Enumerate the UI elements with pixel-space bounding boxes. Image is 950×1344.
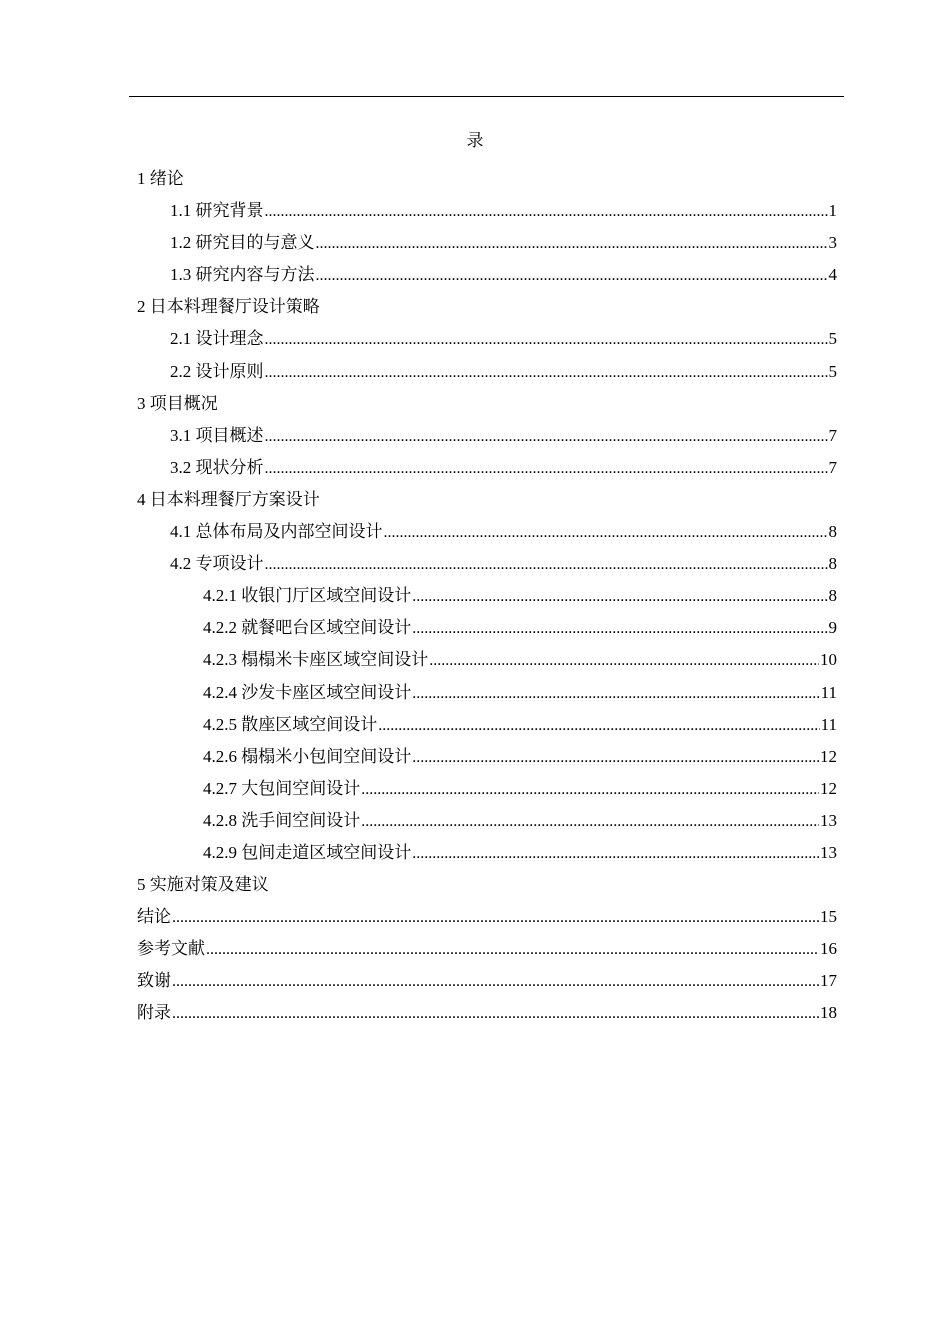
toc-entry[interactable]: [137, 455, 837, 487]
toc-entry-text: 2 日本料理餐厅设计策略: [137, 297, 320, 317]
toc-page-number: 5: [828, 329, 837, 349]
toc-dot-leader: [378, 714, 819, 738]
toc-page-number: 8: [828, 586, 837, 606]
toc-entry[interactable]: [137, 744, 837, 776]
toc-entry[interactable]: [137, 262, 837, 294]
header-rule: [129, 96, 844, 97]
toc-dot-leader: [412, 585, 827, 609]
toc-entry-text: 结论: [137, 907, 171, 927]
toc-entry-text: 4.2.8 洗手间空间设计: [203, 810, 361, 830]
toc-entry[interactable]: [137, 968, 837, 1000]
toc-entry-text: 4.2.9 包间走道区域空间设计: [203, 842, 412, 862]
toc-page-number: 7: [828, 425, 837, 445]
toc-entry[interactable]: [137, 230, 837, 262]
toc-dot-leader: [429, 649, 819, 673]
toc-dot-leader: [265, 361, 828, 385]
toc-entry-text: 4.2.4 沙发卡座区域空间设计: [203, 682, 412, 702]
toc-entry-text: 1 绪论: [137, 169, 184, 188]
toc-entry-text: 1.3 研究内容与方法: [170, 265, 315, 285]
toc-page-number: 5: [828, 361, 837, 381]
toc-entry-text: 致谢: [137, 971, 171, 991]
toc-page-number: 7: [828, 457, 837, 477]
toc-dot-leader: [316, 264, 828, 288]
toc-entry[interactable]: [137, 712, 837, 744]
toc-entry-text: 4.2.7 大包间空间设计: [203, 778, 361, 798]
toc-entry[interactable]: [137, 776, 837, 808]
toc-list: [137, 166, 837, 1033]
toc-entry-text: 5 实施对策及建议: [137, 875, 269, 895]
toc-entry-text: 4.2.6 榻榻米小包间空间设计: [203, 746, 412, 766]
toc-dot-leader: [265, 425, 828, 449]
toc-page-number: 15: [820, 907, 837, 927]
toc-title: 录: [466, 131, 484, 150]
toc-dot-leader: [206, 938, 819, 962]
toc-entry-text: 3.2 现状分析: [170, 457, 264, 477]
toc-dot-leader: [412, 746, 819, 770]
toc-entry-text: 4.2.2 就餐吧台区域空间设计: [203, 618, 412, 638]
toc-dot-leader: [361, 778, 819, 802]
toc-entry[interactable]: [137, 423, 837, 455]
toc-entry[interactable]: [137, 487, 837, 519]
toc-dot-leader: [384, 521, 828, 545]
toc-page-number: 1: [828, 201, 837, 221]
toc-entry-text: 4.2.3 榻榻米卡座区域空间设计: [203, 650, 429, 670]
toc-page-number: 8: [828, 522, 837, 542]
toc-entry[interactable]: [137, 615, 837, 647]
toc-entry-text: 3 项目概况: [137, 393, 218, 413]
toc-entry[interactable]: [137, 198, 837, 230]
toc-entry[interactable]: [137, 936, 837, 968]
toc-entry-text: 4.1 总体布局及内部空间设计: [170, 522, 383, 542]
toc-entry-text: 1.1 研究背景: [170, 201, 264, 221]
toc-entry-text: 4 日本料理餐厅方案设计: [137, 489, 320, 509]
toc-entry-text: 4.2 专项设计: [170, 554, 264, 574]
toc-entry-text: 附录: [137, 1003, 171, 1023]
toc-entry[interactable]: [137, 1000, 837, 1032]
toc-entry[interactable]: [137, 519, 837, 551]
toc-page-number: 10: [820, 650, 837, 670]
toc-entry[interactable]: [137, 326, 837, 358]
toc-entry[interactable]: [137, 904, 837, 936]
toc-page-number: 9: [828, 618, 837, 638]
toc-entry-text: 4.2.5 散座区域空间设计: [203, 714, 378, 734]
toc-entry-text: 1.2 研究目的与意义: [170, 233, 315, 253]
toc-dot-leader: [265, 457, 828, 481]
toc-page-number: 13: [820, 810, 837, 830]
toc-page-number: 4: [828, 265, 837, 285]
toc-dot-leader: [265, 553, 828, 577]
toc-entry-text: 3.1 项目概述: [170, 425, 264, 445]
toc-entry[interactable]: [137, 391, 837, 423]
toc-entry-text: 参考文献: [137, 939, 205, 959]
toc-dot-leader: [172, 906, 819, 930]
toc-page-number: 8: [828, 554, 837, 574]
toc-entry[interactable]: [137, 808, 837, 840]
toc-entry-text: 4.2.1 收银门厅区域空间设计: [203, 586, 412, 606]
toc-entry[interactable]: [137, 359, 837, 391]
toc-dot-leader: [265, 200, 828, 224]
toc-entry[interactable]: [137, 647, 837, 679]
toc-entry[interactable]: [137, 872, 837, 904]
toc-entry-text: 2.2 设计原则: [170, 361, 264, 381]
toc-page-number: 11: [820, 682, 837, 702]
toc-dot-leader: [412, 617, 827, 641]
toc-page-number: 12: [820, 778, 837, 798]
toc-entry-text: 2.1 设计理念: [170, 329, 264, 349]
toc-dot-leader: [412, 682, 819, 706]
toc-page-number: 3: [828, 233, 837, 253]
toc-dot-leader: [172, 1002, 819, 1026]
toc-dot-leader: [412, 842, 819, 866]
toc-entry[interactable]: [137, 294, 837, 326]
toc-dot-leader: [172, 970, 819, 994]
toc-page-number: 11: [820, 714, 837, 734]
toc-page-number: 13: [820, 842, 837, 862]
toc-entry[interactable]: [137, 583, 837, 615]
toc-dot-leader: [361, 810, 819, 834]
toc-entry[interactable]: [137, 680, 837, 712]
toc-entry[interactable]: [137, 551, 837, 583]
toc-dot-leader: [316, 232, 828, 256]
toc-entry[interactable]: [137, 166, 837, 198]
toc-dot-leader: [265, 328, 828, 352]
toc-page-number: 17: [820, 971, 837, 991]
toc-page-number: 16: [820, 939, 837, 959]
toc-page-number: 18: [820, 1003, 837, 1023]
toc-entry[interactable]: [137, 840, 837, 872]
toc-page-number: 12: [820, 746, 837, 766]
